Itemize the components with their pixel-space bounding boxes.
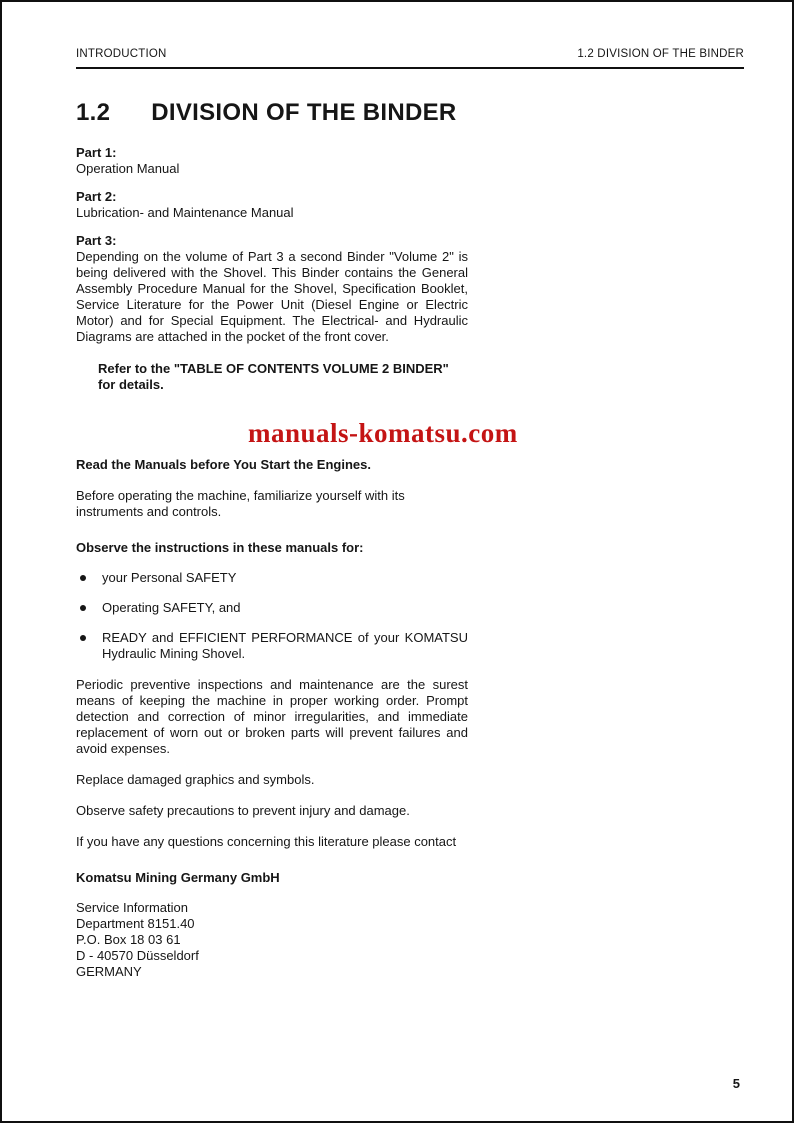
bullet-list <box>76 570 468 662</box>
periodic-maintenance-paragraph: Periodic preventive inspections and maintenance are the surest means of keeping the machine in proper working order. Prompt detection and correction of minor irregularities, and immediate replacement of worn out or broken parts will prevent failures and avoid expenses. <box>76 677 468 756</box>
part-1-section <box>76 145 468 177</box>
replace-graphics-paragraph: Replace damaged graphics and symbols. <box>76 772 315 787</box>
address-line: Department 8151.40 <box>76 916 195 931</box>
list-item <box>76 600 468 616</box>
part-1-label: Part 1: <box>76 145 117 160</box>
before-operating-paragraph: Before operating the machine, familiarize yourself with its instruments and controls. <box>76 488 405 519</box>
part-2-section <box>76 189 468 221</box>
address-line: Service Information <box>76 900 188 915</box>
page-header <box>76 48 744 69</box>
company-name-heading: Komatsu Mining Germany GmbH <box>76 870 280 885</box>
address-line: GERMANY <box>76 964 142 979</box>
part-3-label: Part 3: <box>76 233 117 248</box>
header-left-text: INTRODUCTION <box>76 48 167 60</box>
read-manuals-heading: Read the Manuals before You Start the Engines. <box>76 457 371 472</box>
list-item <box>76 570 468 586</box>
bullet-text: READY and EFFICIENT PERFORMANCE of your KOMATSU Hydraulic Mining Shovel. <box>102 630 468 661</box>
bullet-text: your Personal SAFETY <box>102 570 237 585</box>
bullet-icon <box>80 605 86 611</box>
page-title <box>76 99 744 127</box>
page-number: 5 <box>732 1076 740 1091</box>
safety-precautions-paragraph: Observe safety precautions to prevent injury and damage. <box>76 803 410 818</box>
address-line: D - 40570 Düsseldorf <box>76 948 199 963</box>
contact-paragraph: If you have any questions concerning this literature please contact <box>76 834 457 849</box>
address-block <box>76 900 468 980</box>
volume2-note: Refer to the "TABLE OF CONTENTS VOLUME 2 BINDER" for details. <box>98 361 449 392</box>
bullet-icon <box>80 575 86 581</box>
part-3-section <box>76 233 468 345</box>
address-line: P.O. Box 18 03 61 <box>76 932 181 947</box>
part-1-text: Operation Manual <box>76 161 180 176</box>
part-2-text: Lubrication- and Maintenance Manual <box>76 205 294 220</box>
part-2-label: Part 2: <box>76 189 117 204</box>
content-column <box>76 145 468 980</box>
bullet-icon <box>80 635 86 641</box>
list-item <box>76 630 468 662</box>
title-section-number: 1.2 <box>76 99 111 126</box>
part-3-text: Depending on the volume of Part 3 a second Binder "Volume 2" is being delivered with the Shovel. This Binder contains the General Assembly Procedure Manual for the Shovel, Specification Booklet, Service Literature for the Power Unit (Diesel Engine or Electric Motor) and for Special Equipment. The Electrical- and Hydraulic Diagrams are attached in the pocket of the front cover. <box>76 249 468 344</box>
watermark: manuals-komatsu.com <box>248 418 518 448</box>
title-text: DIVISION OF THE BINDER <box>151 99 457 126</box>
observe-instructions-heading: Observe the instructions in these manuals for: <box>76 540 364 555</box>
header-right-text: 1.2 DIVISION OF THE BINDER <box>577 48 744 60</box>
bullet-text: Operating SAFETY, and <box>102 600 241 615</box>
